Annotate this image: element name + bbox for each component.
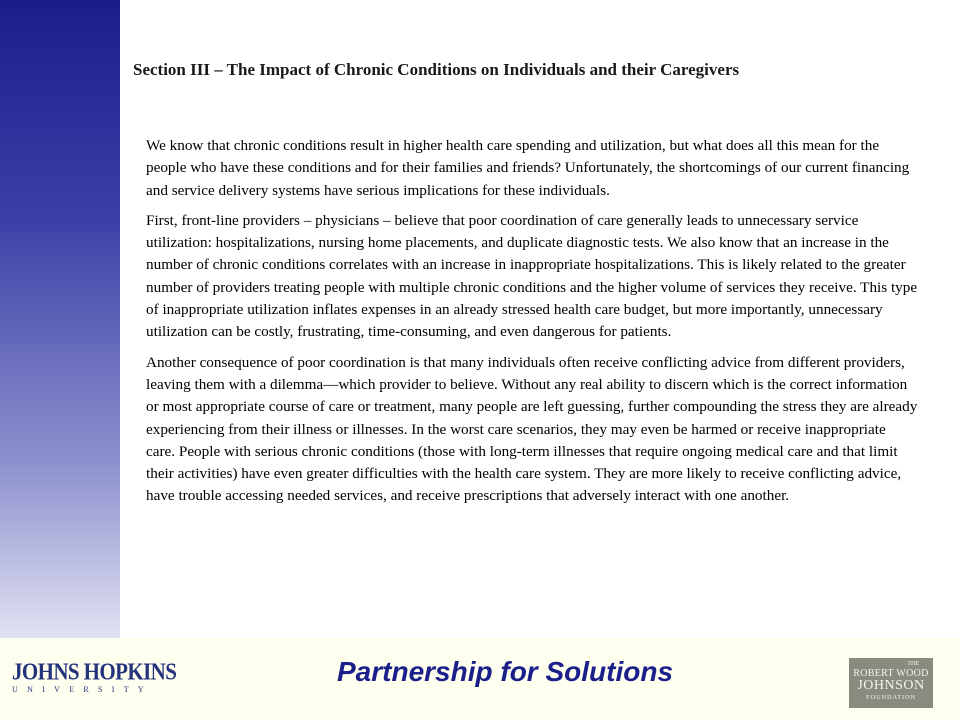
rwj-logo-line1: ROBERT WOOD [853,668,929,679]
rwj-foundation-logo [849,658,933,708]
rwj-logo-line3: FOUNDATION [866,694,916,701]
jhu-logo-name: JOHNS HOPKINS [12,657,177,686]
section-title: Section III – The Impact of Chronic Conditions on Individuals and their Caregivers [133,60,740,79]
body-text [146,135,918,516]
paragraph-2: First, front-line providers – physicians – believe that poor coordination of care generally leads to unnecessary service utilization: hospitalizations, nursing home placements, and duplicate diagnostic tests. We also know that an increase in the number of chronic conditions correlates with an increase in inappropriate hospitalizations. This is likely related to the greater number of providers treating people with multiple chronic conditions and the higher volume of services they receive. This type of inappropriate utilization inflates expenses in an already stressed health care budget, but more importantly, unnecessary utilization can be costly, frustrating, time-consuming, and even dangerous for patients. [146,211,918,341]
rwj-logo-the: THE [907,661,919,667]
johns-hopkins-logo [12,657,177,695]
jhu-logo-subtitle: UNIVERSITY [12,685,153,694]
paragraph-1: We know that chronic conditions result in higher health care spending and utilization, but what does all this mean for the people who have these conditions and for their families and friends? Unfortunately, the shortcomings of our current financing and service delivery systems have serious implications for these individuals. [146,137,910,199]
rwj-logo-line2: JOHNSON [857,678,925,693]
paragraph-3: Another consequence of poor coordination is that many individuals often receive conflicting advice from different providers, leaving them with a dilemma—which provider to believe. Without any real ability to discern which is the correct information or most appropriate course of care or treatment, many people are left guessing, further compounding the stress they are already experiencing from their illness or illnesses. In the worst care scenarios, they may even be harmed or receive inappropriate care. People with serious chronic conditions (those with long-term illnesses that require ongoing medical care and that limit their activities) have even greater difficulties with the health care system. They are more likely to receive conflicting advice, have trouble accessing needed services, and receive prescriptions that adversely interact with one another. [146,353,918,505]
side-gradient-bar [0,0,120,720]
partnership-title: Partnership for Solutions [337,656,674,687]
